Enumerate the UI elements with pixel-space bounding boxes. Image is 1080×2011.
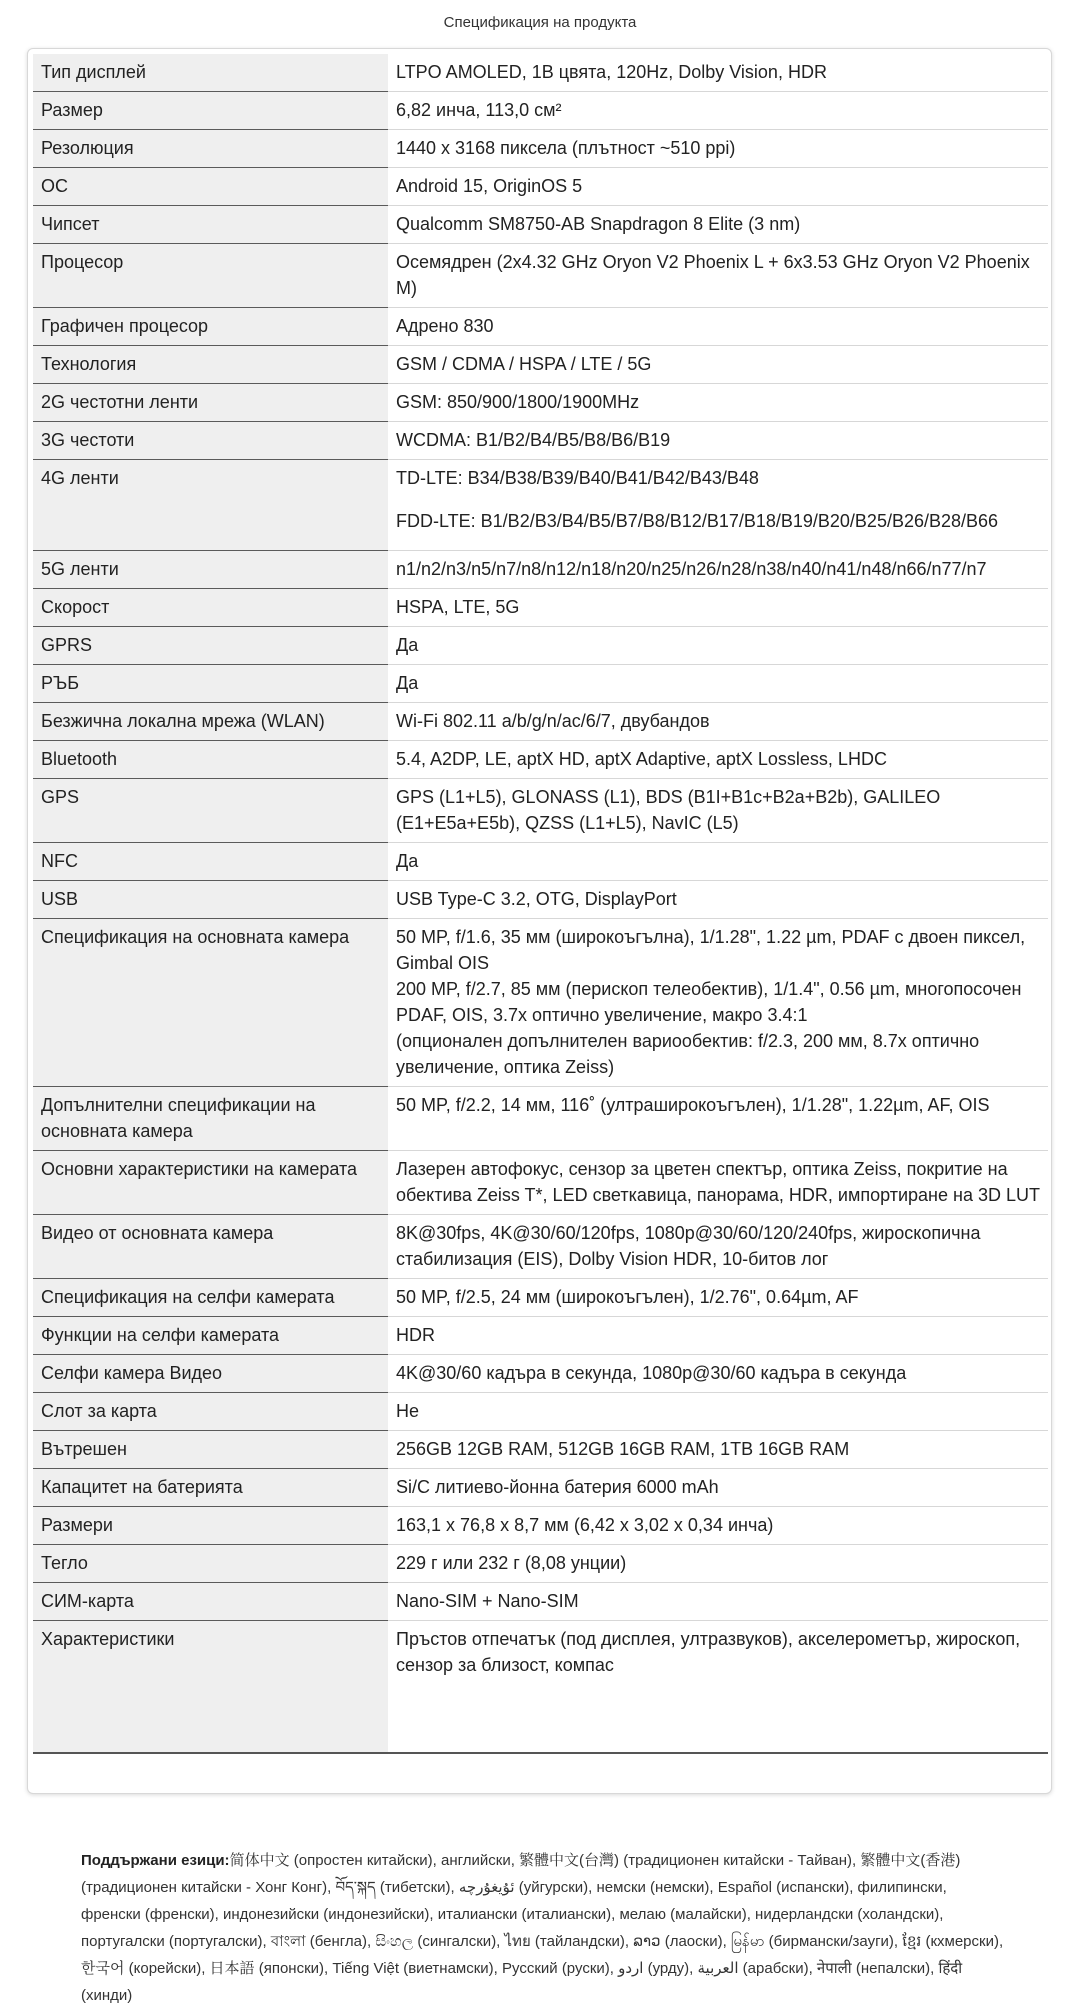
spec-value-line: Лазерен автофокус, сензор за цветен спектър, оптика Zeiss, покритие на обектива Zeiss T*, LED светкавица, панорама, HDR, импортиране на 3D LUT: [396, 1159, 1040, 1205]
spec-label: Капацитет на батерията: [33, 1469, 388, 1507]
spec-label: GPS: [33, 779, 388, 843]
spec-row: [33, 244, 1048, 308]
spec-row: [33, 206, 1048, 244]
spec-value: [388, 460, 1048, 551]
spec-row: [33, 422, 1048, 460]
spec-value: [388, 168, 1048, 206]
spec-value-line: Android 15, OriginOS 5: [396, 176, 583, 196]
spec-value: [388, 1151, 1048, 1215]
spec-value-line: USB Type-C 3.2, OTG, DisplayPort: [396, 889, 677, 909]
spec-value-line: HDR: [396, 1325, 435, 1345]
spec-row: [33, 1355, 1048, 1393]
spec-value-line: Не: [396, 1401, 420, 1421]
spec-row: [33, 881, 1048, 919]
spec-row: [33, 1151, 1048, 1215]
spec-label: Процесор: [33, 244, 388, 308]
spec-value: [388, 627, 1048, 665]
spec-table: [33, 54, 1048, 1754]
spec-label: Слот за карта: [33, 1393, 388, 1431]
spec-row: [33, 779, 1048, 843]
spec-value-line: 163,1 x 76,8 x 8,7 мм (6,42 x 3,02 x 0,34 инча): [396, 1515, 774, 1535]
spec-label: Спецификация на селфи камерата: [33, 1279, 388, 1317]
spec-row: [33, 1215, 1048, 1279]
spec-value-line: GPS (L1+L5), GLONASS (L1), BDS (B1I+B1c+B2a+B2b), GALILEO (E1+E5a+E5b), QZSS (L1+L5), NavIC (L5): [396, 787, 941, 833]
spec-value: [388, 919, 1048, 1087]
spec-value: [388, 703, 1048, 741]
spec-row: [33, 1431, 1048, 1469]
spec-label: Допълнителни спецификации на основната камера: [33, 1087, 388, 1151]
spec-value: [388, 384, 1048, 422]
spec-value-line: 5.4, A2DP, LE, aptX HD, aptX Adaptive, aptX Lossless, LHDC: [396, 749, 887, 769]
spec-label: Основни характеристики на камерата: [33, 1151, 388, 1215]
spec-value: [388, 1355, 1048, 1393]
spec-row: [33, 551, 1048, 589]
spec-row: [33, 1087, 1048, 1151]
spec-value-line: 50 MP, f/2.2, 14 мм, 116˚ (ултраширокоъгълен), 1/1.28", 1.22µm, AF, OIS: [396, 1095, 990, 1115]
spec-label: Спецификация на основната камера: [33, 919, 388, 1087]
spec-label: 4G ленти: [33, 460, 388, 551]
spec-table-body: [33, 54, 1048, 1753]
spec-value: [388, 130, 1048, 168]
spec-row: [33, 130, 1048, 168]
spec-label: РЪБ: [33, 665, 388, 703]
spec-value: [388, 1583, 1048, 1621]
spec-value-line: 50 MP, f/1.6, 35 мм (широкоъгълна), 1/1.28", 1.22 µm, PDAF с двоен пиксел, Gimbal OIS: [396, 927, 1026, 973]
spec-label: Скорост: [33, 589, 388, 627]
spec-row: [33, 741, 1048, 779]
spec-value: [388, 843, 1048, 881]
spec-label: Безжична локална мрежа (WLAN): [33, 703, 388, 741]
spec-value: [388, 1393, 1048, 1431]
spec-label: 2G честотни ленти: [33, 384, 388, 422]
spec-table-card: [27, 48, 1052, 1794]
spec-value-line: GSM: 850/900/1800/1900MHz: [396, 392, 640, 412]
spec-label: Bluetooth: [33, 741, 388, 779]
spec-value-line: LTPO AMOLED, 1B цвята, 120Hz, Dolby Vision, HDR: [396, 62, 827, 82]
spec-label: Технология: [33, 346, 388, 384]
spec-value: [388, 779, 1048, 843]
spec-label: Селфи камера Видео: [33, 1355, 388, 1393]
spec-value-line: Si/C литиево-йонна батерия 6000 mAh: [396, 1477, 719, 1497]
spec-value-line: Nano-SIM + Nano-SIM: [396, 1591, 579, 1611]
spec-row: [33, 346, 1048, 384]
spec-value-line: Да: [396, 635, 419, 655]
spec-value: [388, 1469, 1048, 1507]
spec-row: [33, 703, 1048, 741]
spec-value: [388, 665, 1048, 703]
spec-value: [388, 1507, 1048, 1545]
languages-label: Поддържани езици:: [81, 1852, 230, 1869]
spec-row: [33, 627, 1048, 665]
spec-value-line: WCDMA: B1/B2/B4/B5/B8/B6/B19: [396, 430, 671, 450]
spec-label: Вътрешен: [33, 1431, 388, 1469]
spec-row: [33, 1317, 1048, 1355]
spec-value: [388, 589, 1048, 627]
spec-label: Размери: [33, 1507, 388, 1545]
spec-value-line: GSM / CDMA / HSPA / LTE / 5G: [396, 354, 652, 374]
spec-value: [388, 551, 1048, 589]
spec-row: [33, 460, 1048, 551]
spec-value-line: Пръстов отпечатък (под дисплея, ултразвуков), акселерометър, жироскоп, сензор за близост, компас: [396, 1629, 1021, 1675]
spec-label: Графичен процесор: [33, 308, 388, 346]
spec-value: [388, 244, 1048, 308]
spec-row: [33, 1583, 1048, 1621]
spec-row: [33, 1507, 1048, 1545]
spec-value: [388, 741, 1048, 779]
supported-languages: [81, 1847, 1006, 2009]
spec-row: [33, 1393, 1048, 1431]
spec-label: NFC: [33, 843, 388, 881]
spec-value-line: TD-LTE: B34/B38/B39/B40/B41/B42/B43/B48: [396, 468, 759, 488]
spec-label: USB: [33, 881, 388, 919]
spec-value: [388, 1215, 1048, 1279]
spec-row: [33, 168, 1048, 206]
spec-value-line: 50 MP, f/2.5, 24 мм (широкоъгълен), 1/2.76", 0.64µm, AF: [396, 1287, 859, 1307]
spec-row: [33, 1469, 1048, 1507]
spec-value-line: 229 г или 232 г (8,08 унции): [396, 1553, 627, 1573]
spec-label: 3G честоти: [33, 422, 388, 460]
languages-list: 简体中文 (опростен китайски), английски, 繁體中文(台灣) (традиционен китайски - Тайван), 繁體中文(香港) (традиционен китайски - Хонг Конг), བོད་སྐད (тибетски), ئۇيغۇرچە (уйгурски), немски (немски), Español (испански), филипински, френски (френски), индонезийски (индонезийски), италиански (италиански), мелаю (малайски), нидерландски (холандски), португалски (португалски), বাংলা (бенгла), සිංහල (сингалски), ไทย (тайландски), ລາວ (лаоски), မြန်မာ (бирмански/зауги), ខ្មែរ (кхмерски), 한국어 (корейски), 日本語 (японски), Tiếng Việt (виетнамски), Русский (руски), اردو (урду), العربية (арабски), नेपाली (непалски), हिंदी (хинди): [81, 1852, 1004, 2004]
spec-label: ОС: [33, 168, 388, 206]
spec-label: СИМ-карта: [33, 1583, 388, 1621]
spec-value-line: 200 MP, f/2.7, 85 мм (перископ телеобектив), 1/1.4", 0.56 µm, многопосочен PDAF, OIS, 3.7x оптично увеличение, макро 3.4:1: [396, 979, 1022, 1025]
spec-value-line: Qualcomm SM8750-AB Snapdragon 8 Elite (3 nm): [396, 214, 801, 234]
spec-value-line: HSPA, LTE, 5G: [396, 597, 520, 617]
spec-value: [388, 346, 1048, 384]
spec-row: [33, 1545, 1048, 1583]
page-title: Спецификация на продукта: [443, 14, 637, 31]
spec-label: 5G ленти: [33, 551, 388, 589]
spec-row: [33, 1279, 1048, 1317]
spec-value: [388, 308, 1048, 346]
spec-row: [33, 92, 1048, 130]
spec-label: Размер: [33, 92, 388, 130]
spec-value: [388, 1317, 1048, 1355]
spec-label: Резолюция: [33, 130, 388, 168]
spec-value-line: Да: [396, 673, 419, 693]
spec-value: [388, 54, 1048, 92]
spec-value-line: 256GB 12GB RAM, 512GB 16GB RAM, 1TB 16GB RAM: [396, 1439, 850, 1459]
spec-value-line: Адрено 830: [396, 316, 494, 336]
spec-label: Тегло: [33, 1545, 388, 1583]
spec-row: [33, 308, 1048, 346]
spec-value: [388, 881, 1048, 919]
spec-value: [388, 1545, 1048, 1583]
spec-row: [33, 919, 1048, 1087]
spec-row: [33, 589, 1048, 627]
spec-row: [33, 1621, 1048, 1754]
spec-label: Чипсет: [33, 206, 388, 244]
spec-label: Видео от основната камера: [33, 1215, 388, 1279]
spec-row: [33, 665, 1048, 703]
spec-value: [388, 1279, 1048, 1317]
spec-label: Характеристики: [33, 1621, 388, 1754]
spec-label: GPRS: [33, 627, 388, 665]
spec-value: [388, 206, 1048, 244]
spec-value-line: 8K@30fps, 4K@30/60/120fps, 1080p@30/60/120/240fps, жироскопична стабилизация (EIS), Dolby Vision HDR, 10-битов лог: [396, 1223, 981, 1269]
spec-value-line: 1440 x 3168 пиксела (плътност ~510 ppi): [396, 138, 736, 158]
spec-value-line: n1/n2/n3/n5/n7/n8/n12/n18/n20/n25/n26/n28/n38/n40/n41/n48/n66/n77/n7: [396, 559, 987, 579]
spec-value-line: 6,82 инча, 113,0 см²: [396, 100, 562, 120]
spec-value: [388, 92, 1048, 130]
spec-row: [33, 384, 1048, 422]
spec-value-line: 4K@30/60 кадъра в секунда, 1080p@30/60 кадъра в секунда: [396, 1363, 907, 1383]
spec-row: [33, 54, 1048, 92]
spec-value: [388, 1621, 1048, 1754]
spec-value-line: Wi-Fi 802.11 a/b/g/n/ac/6/7, двубандов: [396, 711, 710, 731]
spec-value: [388, 1087, 1048, 1151]
spec-value-line: FDD-LTE: B1/B2/B3/B4/B5/B7/B8/B12/B17/B18/B19/B20/B25/B26/B28/B66: [396, 511, 999, 531]
spec-label: Функции на селфи камерата: [33, 1317, 388, 1355]
spec-label: Тип дисплей: [33, 54, 388, 92]
spec-value: [388, 1431, 1048, 1469]
spec-value: [388, 422, 1048, 460]
spec-row: [33, 843, 1048, 881]
spec-value-line: (опционален допълнителен вариообектив: f/2.3, 200 мм, 8.7x оптично увеличение, оптика Zeiss): [396, 1031, 980, 1077]
spec-value-line: Осемядрен (2x4.32 GHz Oryon V2 Phoenix L + 6x3.53 GHz Oryon V2 Phoenix M): [396, 252, 1030, 298]
spec-value-line: Да: [396, 851, 419, 871]
